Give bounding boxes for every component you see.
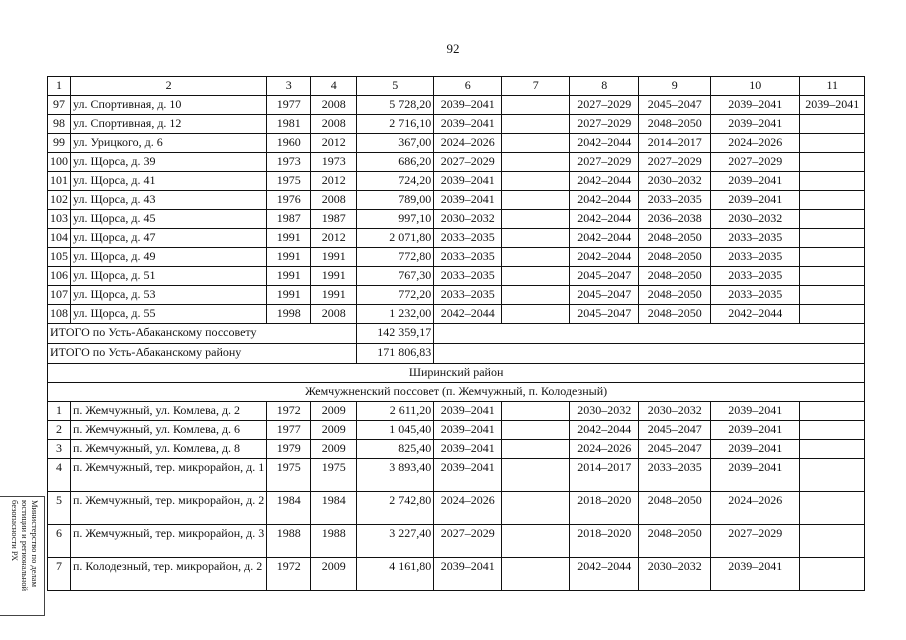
header-cell: 10: [711, 77, 800, 96]
year-repair-cell: 2009: [311, 440, 357, 459]
period-cell: 2039–2041: [711, 459, 800, 492]
row-number-cell: 101: [48, 172, 71, 191]
table-row: [48, 134, 865, 153]
year-built-cell: 1972: [267, 558, 311, 591]
year-repair-cell: 2008: [311, 191, 357, 210]
period-cell: 2042–2044: [570, 210, 639, 229]
period-cell: [502, 96, 570, 115]
period-cell: 2045–2047: [639, 421, 711, 440]
year-built-cell: 1975: [267, 459, 311, 492]
year-built-cell: 1984: [267, 492, 311, 525]
period-cell: [502, 210, 570, 229]
period-cell: 2030–2032: [639, 402, 711, 421]
area-cell: 367,00: [357, 134, 434, 153]
period-cell: [502, 267, 570, 286]
total-value: 142 359,17: [357, 324, 434, 344]
header-cell: 2: [71, 77, 267, 96]
period-cell: 2030–2032: [570, 402, 639, 421]
period-cell: [800, 459, 865, 492]
period-cell: [800, 172, 865, 191]
period-cell: 2039–2041: [434, 558, 502, 591]
period-cell: [800, 558, 865, 591]
table-row: [48, 558, 865, 591]
period-cell: 2048–2050: [639, 286, 711, 305]
period-cell: 2027–2029: [570, 153, 639, 172]
area-cell: 686,20: [357, 153, 434, 172]
table-row: [48, 229, 865, 248]
period-cell: [502, 229, 570, 248]
table-row: [48, 191, 865, 210]
period-cell: 2042–2044: [434, 305, 502, 324]
period-cell: [800, 286, 865, 305]
section-row: [48, 383, 865, 402]
row-number-cell: 104: [48, 229, 71, 248]
period-cell: 2042–2044: [570, 172, 639, 191]
period-cell: 2039–2041: [711, 402, 800, 421]
period-cell: [800, 210, 865, 229]
header-row: [48, 77, 865, 96]
total-row: [48, 344, 865, 364]
year-repair-cell: 1988: [311, 525, 357, 558]
period-cell: 2033–2035: [434, 248, 502, 267]
period-cell: 2033–2035: [434, 229, 502, 248]
period-cell: 2039–2041: [434, 96, 502, 115]
period-cell: 2027–2029: [711, 525, 800, 558]
year-built-cell: 1988: [267, 525, 311, 558]
address-cell: ул. Щорса, д. 45: [71, 210, 267, 229]
period-cell: 2039–2041: [711, 558, 800, 591]
year-built-cell: 1987: [267, 210, 311, 229]
address-cell: ул. Щорса, д. 55: [71, 305, 267, 324]
period-cell: 2039–2041: [711, 440, 800, 459]
period-cell: 2027–2029: [711, 153, 800, 172]
period-cell: 2048–2050: [639, 305, 711, 324]
table-row: [48, 305, 865, 324]
year-built-cell: 1975: [267, 172, 311, 191]
row-number-cell: 105: [48, 248, 71, 267]
period-cell: 2045–2047: [639, 96, 711, 115]
period-cell: 2024–2026: [711, 492, 800, 525]
year-built-cell: 1960: [267, 134, 311, 153]
area-cell: 997,10: [357, 210, 434, 229]
address-cell: ул. Щорса, д. 47: [71, 229, 267, 248]
area-cell: 767,30: [357, 267, 434, 286]
period-cell: 2033–2035: [639, 459, 711, 492]
year-built-cell: 1973: [267, 153, 311, 172]
period-cell: 2014–2017: [570, 459, 639, 492]
year-repair-cell: 1991: [311, 267, 357, 286]
year-repair-cell: 1973: [311, 153, 357, 172]
period-cell: 2039–2041: [434, 421, 502, 440]
period-cell: 2024–2026: [434, 492, 502, 525]
period-cell: 2048–2050: [639, 492, 711, 525]
year-repair-cell: 1987: [311, 210, 357, 229]
header-cell: 7: [502, 77, 570, 96]
row-number-cell: 98: [48, 115, 71, 134]
table-row: [48, 96, 865, 115]
period-cell: 2048–2050: [639, 115, 711, 134]
period-cell: 2033–2035: [711, 286, 800, 305]
period-cell: 2042–2044: [570, 229, 639, 248]
period-cell: [800, 191, 865, 210]
period-cell: 2045–2047: [570, 267, 639, 286]
period-cell: 2042–2044: [711, 305, 800, 324]
period-cell: [502, 525, 570, 558]
registry-table: [47, 76, 865, 591]
period-cell: [800, 248, 865, 267]
period-cell: [502, 305, 570, 324]
period-cell: 2024–2026: [434, 134, 502, 153]
period-cell: [502, 421, 570, 440]
header-cell: 1: [48, 77, 71, 96]
period-cell: [502, 440, 570, 459]
period-cell: 2042–2044: [570, 558, 639, 591]
area-cell: 825,40: [357, 440, 434, 459]
period-cell: 2039–2041: [711, 421, 800, 440]
row-number-cell: 100: [48, 153, 71, 172]
stamp-text: Министерство по делам юстиции и региональной безопасности РХ: [10, 500, 40, 592]
table-row: [48, 459, 865, 492]
row-number-cell: 108: [48, 305, 71, 324]
period-cell: 2039–2041: [434, 440, 502, 459]
table-body: [48, 77, 865, 591]
period-cell: [502, 558, 570, 591]
period-cell: [502, 153, 570, 172]
period-cell: 2048–2050: [639, 248, 711, 267]
area-cell: 772,20: [357, 286, 434, 305]
area-cell: 789,00: [357, 191, 434, 210]
period-cell: 2018–2020: [570, 492, 639, 525]
table-row: [48, 421, 865, 440]
year-repair-cell: 1975: [311, 459, 357, 492]
address-cell: ул. Щорса, д. 51: [71, 267, 267, 286]
total-label: ИТОГО по Усть-Абаканскому поссовету: [48, 324, 357, 344]
period-cell: 2039–2041: [434, 115, 502, 134]
header-cell: 4: [311, 77, 357, 96]
period-cell: 2045–2047: [570, 286, 639, 305]
table-row: [48, 210, 865, 229]
period-cell: 2024–2026: [711, 134, 800, 153]
area-cell: 772,80: [357, 248, 434, 267]
year-repair-cell: 2009: [311, 421, 357, 440]
settlement-heading: Жемчужненский поссовет (п. Жемчужный, п. Колодезный): [48, 383, 865, 402]
period-cell: 2039–2041: [800, 96, 865, 115]
period-cell: 2018–2020: [570, 525, 639, 558]
area-cell: 3 227,40: [357, 525, 434, 558]
period-cell: [502, 191, 570, 210]
period-cell: [800, 525, 865, 558]
year-repair-cell: 1991: [311, 248, 357, 267]
address-cell: п. Жемчужный, тер. микрорайон, д. 3: [71, 525, 267, 558]
period-cell: 2048–2050: [639, 525, 711, 558]
row-number-cell: 103: [48, 210, 71, 229]
row-number-cell: 2: [48, 421, 71, 440]
period-cell: [800, 134, 865, 153]
period-cell: [502, 172, 570, 191]
header-cell: 3: [267, 77, 311, 96]
period-cell: [502, 459, 570, 492]
address-cell: ул. Спортивная, д. 12: [71, 115, 267, 134]
row-number-cell: 97: [48, 96, 71, 115]
address-cell: ул. Щорса, д. 43: [71, 191, 267, 210]
row-number-cell: 99: [48, 134, 71, 153]
period-cell: 2033–2035: [434, 267, 502, 286]
area-cell: 4 161,80: [357, 558, 434, 591]
header-cell: 6: [434, 77, 502, 96]
period-cell: [800, 153, 865, 172]
period-cell: 2045–2047: [639, 440, 711, 459]
period-cell: [800, 421, 865, 440]
period-cell: 2033–2035: [711, 267, 800, 286]
total-value: 171 806,83: [357, 344, 434, 364]
year-built-cell: 1991: [267, 267, 311, 286]
period-cell: [800, 229, 865, 248]
year-repair-cell: 2008: [311, 96, 357, 115]
row-number-cell: 1: [48, 402, 71, 421]
period-cell: 2030–2032: [639, 558, 711, 591]
period-cell: 2027–2029: [570, 96, 639, 115]
address-cell: п. Жемчужный, ул. Комлева, д. 8: [71, 440, 267, 459]
address-cell: п. Жемчужный, тер. микрорайон, д. 2: [71, 492, 267, 525]
year-repair-cell: 2012: [311, 229, 357, 248]
period-cell: 2042–2044: [570, 421, 639, 440]
address-cell: п. Жемчужный, ул. Комлева, д. 2: [71, 402, 267, 421]
area-cell: 2 071,80: [357, 229, 434, 248]
period-cell: 2033–2035: [711, 248, 800, 267]
address-cell: ул. Щорса, д. 41: [71, 172, 267, 191]
period-cell: 2027–2029: [434, 525, 502, 558]
address-cell: ул. Щорса, д. 39: [71, 153, 267, 172]
period-cell: 2048–2050: [639, 229, 711, 248]
period-cell: 2030–2032: [434, 210, 502, 229]
period-cell: 2024–2026: [570, 440, 639, 459]
period-cell: 2039–2041: [434, 402, 502, 421]
year-repair-cell: 1984: [311, 492, 357, 525]
period-cell: 2033–2035: [711, 229, 800, 248]
address-cell: ул. Урицкого, д. 6: [71, 134, 267, 153]
section-row: [48, 364, 865, 383]
area-cell: 724,20: [357, 172, 434, 191]
area-cell: 2 611,20: [357, 402, 434, 421]
table-row: [48, 248, 865, 267]
period-cell: [502, 134, 570, 153]
address-cell: п. Жемчужный, ул. Комлева, д. 6: [71, 421, 267, 440]
period-cell: 2039–2041: [434, 191, 502, 210]
row-number-cell: 102: [48, 191, 71, 210]
row-number-cell: 4: [48, 459, 71, 492]
period-cell: 2039–2041: [711, 96, 800, 115]
period-cell: 2030–2032: [711, 210, 800, 229]
period-cell: [800, 492, 865, 525]
area-cell: 1 045,40: [357, 421, 434, 440]
year-built-cell: 1976: [267, 191, 311, 210]
year-built-cell: 1972: [267, 402, 311, 421]
year-built-cell: 1981: [267, 115, 311, 134]
year-repair-cell: 2008: [311, 305, 357, 324]
year-built-cell: 1991: [267, 286, 311, 305]
period-cell: 2027–2029: [570, 115, 639, 134]
row-number-cell: 3: [48, 440, 71, 459]
area-cell: 5 728,20: [357, 96, 434, 115]
address-cell: п. Колодезный, тер. микрорайон, д. 2: [71, 558, 267, 591]
page-number: 92: [446, 41, 460, 56]
period-cell: 2039–2041: [434, 459, 502, 492]
district-heading: Ширинский район: [48, 364, 865, 383]
period-cell: [800, 115, 865, 134]
year-built-cell: 1979: [267, 440, 311, 459]
period-cell: 2042–2044: [570, 248, 639, 267]
period-cell: 2027–2029: [639, 153, 711, 172]
period-cell: 2030–2032: [639, 172, 711, 191]
header-cell: 8: [570, 77, 639, 96]
address-cell: ул. Спортивная, д. 10: [71, 96, 267, 115]
total-label: ИТОГО по Усть-Абаканскому району: [48, 344, 357, 364]
year-repair-cell: 2012: [311, 172, 357, 191]
area-cell: 2 742,80: [357, 492, 434, 525]
table-row: [48, 525, 865, 558]
year-repair-cell: 2008: [311, 115, 357, 134]
header-cell: 9: [639, 77, 711, 96]
total-empty: [434, 324, 865, 344]
table-row: [48, 286, 865, 305]
year-repair-cell: 2009: [311, 558, 357, 591]
address-cell: п. Жемчужный, тер. микрорайон, д. 1: [71, 459, 267, 492]
period-cell: 2014–2017: [639, 134, 711, 153]
period-cell: [800, 305, 865, 324]
header-cell: 11: [800, 77, 865, 96]
area-cell: 1 232,00: [357, 305, 434, 324]
row-number-cell: 6: [48, 525, 71, 558]
table-row: [48, 115, 865, 134]
table-row: [48, 402, 865, 421]
period-cell: 2045–2047: [570, 305, 639, 324]
period-cell: 2039–2041: [711, 172, 800, 191]
period-cell: [502, 248, 570, 267]
row-number-cell: 7: [48, 558, 71, 591]
period-cell: [502, 492, 570, 525]
period-cell: 2027–2029: [434, 153, 502, 172]
year-repair-cell: 1991: [311, 286, 357, 305]
table-row: [48, 172, 865, 191]
year-repair-cell: 2012: [311, 134, 357, 153]
year-built-cell: 1977: [267, 421, 311, 440]
year-repair-cell: 2009: [311, 402, 357, 421]
year-built-cell: 1991: [267, 248, 311, 267]
row-number-cell: 106: [48, 267, 71, 286]
table-row: [48, 153, 865, 172]
table-row: [48, 267, 865, 286]
period-cell: 2033–2035: [434, 286, 502, 305]
address-cell: ул. Щорса, д. 53: [71, 286, 267, 305]
total-empty: [434, 344, 865, 364]
period-cell: 2039–2041: [434, 172, 502, 191]
total-row: [48, 324, 865, 344]
year-built-cell: 1998: [267, 305, 311, 324]
period-cell: 2039–2041: [711, 115, 800, 134]
area-cell: 2 716,10: [357, 115, 434, 134]
table-row: [48, 492, 865, 525]
period-cell: [502, 115, 570, 134]
address-cell: ул. Щорса, д. 49: [71, 248, 267, 267]
header-cell: 5: [357, 77, 434, 96]
area-cell: 3 893,40: [357, 459, 434, 492]
row-number-cell: 5: [48, 492, 71, 525]
period-cell: 2033–2035: [639, 191, 711, 210]
row-number-cell: 107: [48, 286, 71, 305]
period-cell: 2042–2044: [570, 134, 639, 153]
year-built-cell: 1991: [267, 229, 311, 248]
period-cell: [502, 402, 570, 421]
table-row: [48, 440, 865, 459]
period-cell: [800, 440, 865, 459]
period-cell: [502, 286, 570, 305]
period-cell: [800, 402, 865, 421]
period-cell: 2042–2044: [570, 191, 639, 210]
period-cell: 2048–2050: [639, 267, 711, 286]
year-built-cell: 1977: [267, 96, 311, 115]
period-cell: 2039–2041: [711, 191, 800, 210]
period-cell: [800, 267, 865, 286]
period-cell: 2036–2038: [639, 210, 711, 229]
